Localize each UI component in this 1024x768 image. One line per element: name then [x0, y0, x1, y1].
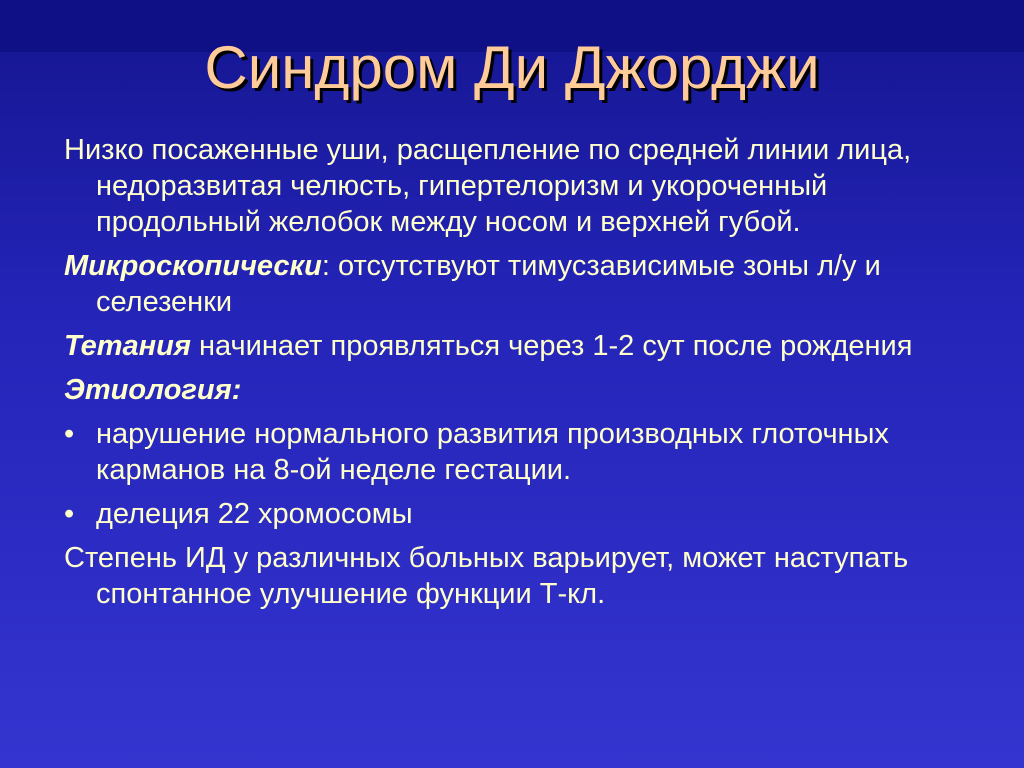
slide-title: Синдром Ди Джорджи	[204, 34, 820, 101]
bullet-text: нарушение нормального развития производных глоточных карманов на 8-ой неделе гестации.	[96, 418, 889, 486]
paragraph-features: Низко посаженные уши, расщепление по средней линии лица, недоразвитая челюсть, гипертелоризм и укороченный продольный желобок между носом и верхней губой.	[64, 134, 912, 238]
microscopy-label: Микроскопически	[64, 250, 322, 282]
bullet-text: делеция 22 хромосомы	[96, 498, 413, 530]
slide-content	[64, 132, 974, 620]
paragraph-microscopy	[64, 248, 974, 320]
paragraph-etiology	[64, 372, 974, 408]
bullet-icon: •	[64, 498, 75, 530]
paragraph-immunodeficiency: Степень ИД у различных больных варьирует, может наступать спонтанное улучшение функции Т-кл.	[64, 542, 909, 610]
microscopy-text: : отсутствуют тимусзависимые зоны л/у и селезенки	[96, 250, 881, 318]
bullet-icon: •	[64, 418, 75, 450]
etiology-label: Этиология:	[64, 374, 242, 406]
bullet-item	[64, 496, 974, 532]
tetany-label: Тетания	[64, 330, 191, 362]
paragraph-tetany	[64, 328, 974, 364]
tetany-text: начинает проявляться через 1-2 сут после рождения	[190, 330, 913, 362]
bullet-item	[64, 416, 974, 488]
